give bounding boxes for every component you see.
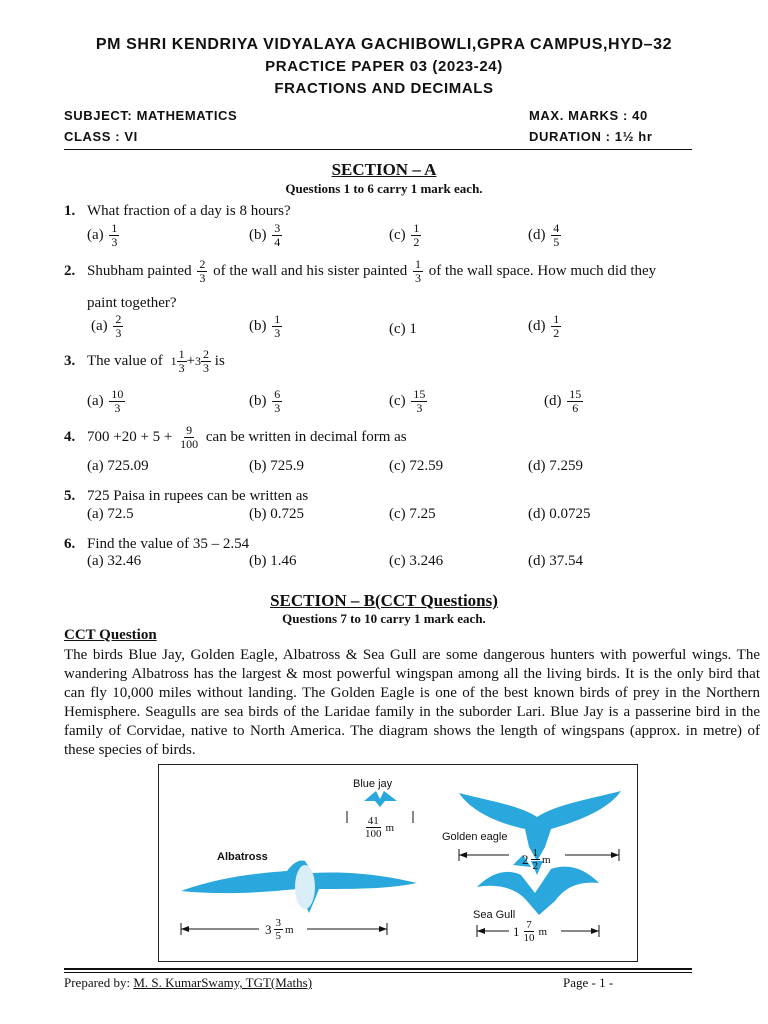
q5-option-d: (d) 0.0725 xyxy=(528,506,591,522)
q2-option-d: (d) $\frac{1}{2}$ xyxy=(528,312,560,340)
q2-option-c: (c) 1 xyxy=(389,321,417,337)
blue-jay-label: Blue jay xyxy=(353,778,393,790)
duration-label: DURATION : 1½ hr xyxy=(529,129,653,144)
q1-option-a: (a) $\frac{1}{3}$ xyxy=(87,221,118,249)
question-number: 1. xyxy=(64,203,76,219)
q2-option-b: (b) $\frac{1}{3}$ xyxy=(249,312,281,340)
cct-heading: CCT Question xyxy=(64,627,157,643)
q6-option-c: (c) 3.246 xyxy=(389,553,444,569)
question-text: What fraction of a day is 8 hours? xyxy=(87,203,291,219)
q4-option-b: (b) 725.9 xyxy=(249,458,304,474)
q3-option-a: (a) $\frac{10}{3}$ xyxy=(87,387,124,415)
wingspan-drawing xyxy=(159,765,637,961)
topic-title: FRACTIONS AND DECIMALS xyxy=(274,80,494,97)
q4-option-c: (c) 72.59 xyxy=(389,458,444,474)
footer-prepared xyxy=(64,975,312,991)
sea-gull-label: Sea Gull xyxy=(473,909,516,921)
question-3: 3. The value of 1 $\frac{1}{3}$ +3 $\frac{2}{3}$ is xyxy=(64,347,225,375)
q3-option-d: (d) $\frac{15}{6}$ xyxy=(544,387,582,415)
prepared-name: M. S. KumarSwamy, TGT(Maths) xyxy=(133,975,313,990)
q5-option-a: (a) 72.5 xyxy=(87,506,134,522)
subject-label: SUBJECT: MATHEMATICS xyxy=(64,108,238,123)
class-label: CLASS : VI xyxy=(64,129,138,144)
footer-divider-top xyxy=(64,968,692,970)
albatross-label: Albatross xyxy=(217,851,268,863)
question-1 xyxy=(64,203,291,220)
section-a-note: Questions 1 to 6 carry 1 mark each. xyxy=(285,181,483,196)
question-2: 2. Shubham painted $\frac{2}{3}$ of the wall and his sister painted $\frac{1}{3}$ of the wall space. How much did they xyxy=(64,257,657,285)
blue-jay-illustration xyxy=(364,791,397,807)
q6-option-a: (a) 32.46 xyxy=(87,553,142,569)
albatross-span: 3 $\frac{3}{5}$ m xyxy=(265,917,294,942)
question-5: 5. 725 Paisa in rupees can be written as xyxy=(64,488,309,504)
golden-eagle-span: 2 $\frac{1}{2}$ m xyxy=(522,847,551,872)
wingspan-figure xyxy=(158,764,638,962)
q2-option-a: (a) $\frac{2}{3}$ xyxy=(91,312,122,340)
albatross-illustration xyxy=(181,860,417,913)
q3-option-b: (b) $\frac{6}{3}$ xyxy=(249,387,281,415)
footer-divider-bottom xyxy=(64,972,692,973)
q4-option-a: (a) 725.09 xyxy=(87,458,149,474)
cct-paragraph: The birds Blue Jay, Golden Eagle, Albatross & Sea Gull are some dangerous hunters with powerful wings. The wandering Albatross has the largest & most powerful wingspan among all the living birds. It is the only bird that can fly 10,000 miles without landing. The Golden Eagle is one of the best known birds of prey in the Northern Hemisphere. Seagulls are sea birds of the Laridae family in the suborder Lari. Blue Jay is a passerine bird in the family of Corvidae, native to North America. The diagram shows the length of wingspans (approx. in metre) of these species of birds. xyxy=(64,647,760,758)
q2-text-continued: paint together? xyxy=(87,295,177,311)
golden-eagle-label: Golden eagle xyxy=(442,831,508,843)
q5-option-c: (c) 7.25 xyxy=(389,506,436,522)
section-b-note: Questions 7 to 10 carry 1 mark each. xyxy=(282,611,486,626)
q1-option-b: (b) $\frac{3}{4}$ xyxy=(249,221,281,249)
question-4: 4. 700 +20 + 5 + $\frac{9}{100}$ can be written in decimal form as xyxy=(64,423,407,451)
sea-gull-span: 1 $\frac{7}{10}$ m xyxy=(513,919,548,944)
q6-option-d: (d) 37.54 xyxy=(528,553,583,569)
q4-option-d: (d) 7.259 xyxy=(528,458,583,474)
paper-title: PRACTICE PAPER 03 (2023-24) xyxy=(265,58,503,75)
q6-option-b: (b) 1.46 xyxy=(249,553,297,569)
page-number: Page - 1 - xyxy=(563,975,614,990)
blue-jay-span: $\frac{41}{100}$ m xyxy=(365,815,395,840)
prepared-label: Prepared by: xyxy=(64,975,131,990)
section-a-title: SECTION – A xyxy=(331,160,437,179)
q1-option-d: (d) $\frac{4}{5}$ xyxy=(528,221,560,249)
q3-option-c: (c) $\frac{15}{3}$ xyxy=(389,387,426,415)
school-name: PM SHRI KENDRIYA VIDYALAYA GACHIBOWLI,GPRA CAMPUS,HYD–32 xyxy=(95,36,673,53)
section-b-title: SECTION – B(CCT Questions) xyxy=(270,591,498,610)
max-marks-label: MAX. MARKS : 40 xyxy=(529,108,648,123)
header-divider xyxy=(64,149,692,150)
question-6: 6. Find the value of 35 – 2.54 xyxy=(64,536,250,552)
q1-option-c: (c) $\frac{1}{2}$ xyxy=(389,221,420,249)
q5-option-b: (b) 0.725 xyxy=(249,506,304,522)
